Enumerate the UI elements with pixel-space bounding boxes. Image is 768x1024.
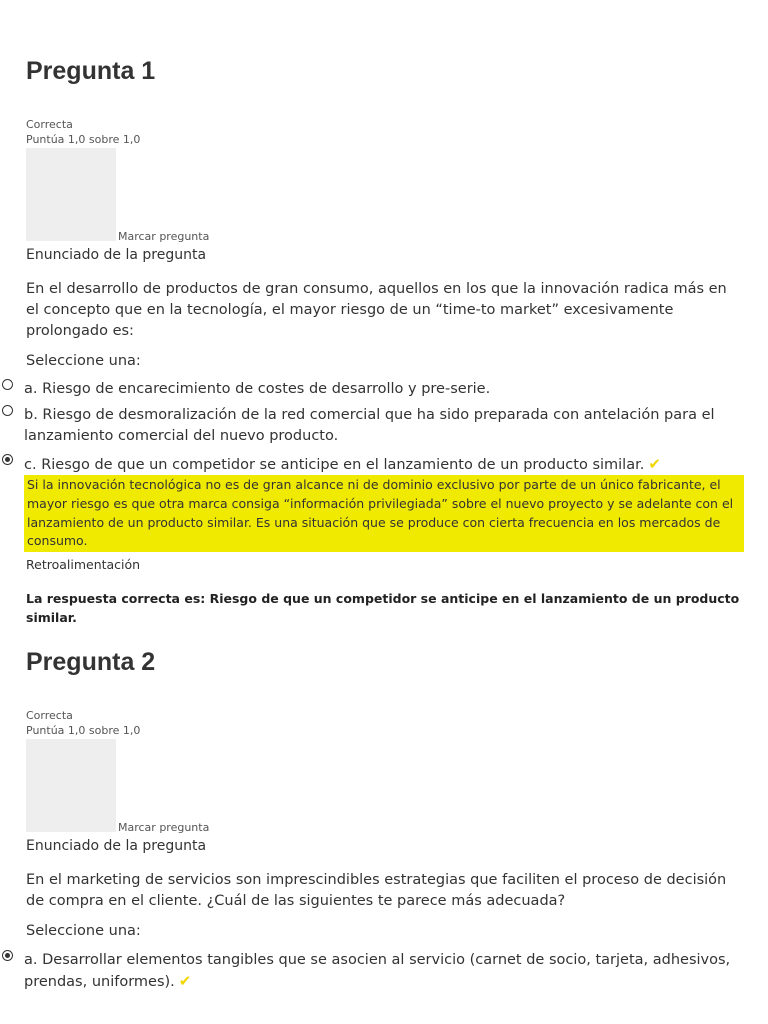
flag-question-link[interactable]: Marcar pregunta (118, 821, 210, 834)
answer-option-a[interactable] (24, 379, 746, 400)
radio-icon[interactable] (2, 950, 13, 961)
specific-feedback: Si la innovación tecnológica no es de gran alcance ni de dominio exclusivo por parte de un único fabricante, el mayor riesgo es que otra marca consiga “información privilegiada” sobre el nuevo proyecto y se adelante con el lanzamiento de un producto similar. Es una situación que se produce con cierta frecuencia en los mercados de consumo. (24, 475, 744, 552)
statement-heading: Enunciado de la pregunta (26, 247, 207, 263)
general-feedback-label: Retroalimentación (26, 557, 141, 572)
flag-placeholder-image (26, 148, 116, 241)
flag-placeholder-image (26, 739, 116, 832)
question-text: En el marketing de servicios son imprescindibles estrategias que faciliten el proceso de decisión de compra en el cliente. ¿Cuál de las siguientes te parece más adecuada? (26, 872, 727, 909)
question-state: Correcta (26, 709, 73, 722)
answer-option-label: b. Riesgo de desmoralización de la red comercial que ha sido preparada con antelación para el lanzamiento comercial del nuevo producto. (24, 407, 715, 444)
radio-icon[interactable] (2, 405, 13, 416)
select-one-label: Seleccione una: (26, 353, 141, 369)
check-icon: ✔ (178, 972, 192, 990)
question-grade: Puntúa 1,0 sobre 1,0 (26, 724, 141, 737)
answer-option-c[interactable] (24, 454, 746, 476)
question-title: Pregunta 2 (26, 648, 156, 676)
question-grade: Puntúa 1,0 sobre 1,0 (26, 133, 141, 146)
radio-icon[interactable] (2, 379, 13, 390)
statement-heading: Enunciado de la pregunta (26, 838, 207, 854)
answer-option-label: a. Desarrollar elementos tangibles que se asocien al servicio (carnet de socio, tarjeta, adhesivos, prendas, uniformes). (24, 952, 731, 990)
question-state: Correcta (26, 118, 73, 131)
flag-question-link[interactable]: Marcar pregunta (118, 230, 210, 243)
question-title: Pregunta 1 (26, 57, 156, 85)
answer-option-a[interactable] (24, 950, 746, 993)
right-answer: La respuesta correcta es: Riesgo de que un competidor se anticipe en el lanzamiento de un producto similar. (26, 591, 740, 625)
answer-option-label: c. Riesgo de que un competidor se anticipe en el lanzamiento de un producto similar. (24, 457, 645, 473)
question-text: En el desarrollo de productos de gran consumo, aquellos en los que la innovación radica más en el concepto que en la tecnología, el mayor riesgo de un “time-to market” excesivamente prolongado es: (26, 281, 727, 339)
radio-icon[interactable] (2, 454, 13, 465)
answer-option-label: a. Riesgo de encarecimiento de costes de desarrollo y pre-serie. (24, 381, 491, 397)
answer-option-b[interactable] (24, 405, 746, 447)
check-icon: ✔ (648, 455, 661, 473)
select-one-label: Seleccione una: (26, 923, 141, 939)
